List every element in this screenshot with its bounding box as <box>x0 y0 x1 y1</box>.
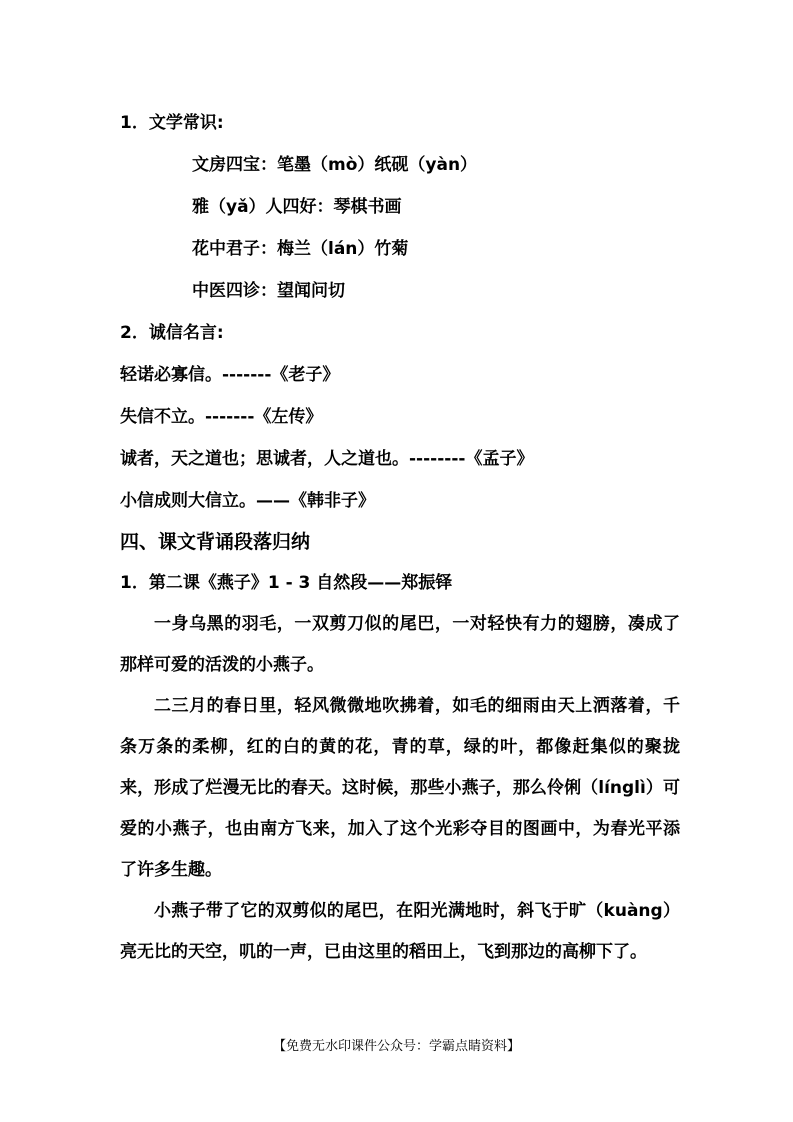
quote-line: 轻诺必寡信。-------《老子》 <box>120 365 340 385</box>
list-item: 雅（yǎ）人四好：琴棋书画 <box>192 197 402 217</box>
quote-line: 小信成则大信立。——《韩非子》 <box>120 491 375 511</box>
literary-knowledge-list <box>120 144 680 312</box>
lesson-heading: 1．第二课《燕子》1 - 3 自然段——郑振铎 <box>120 573 453 593</box>
recitation-paragraph: 一身乌黑的羽毛，一双剪刀似的尾巴，一对轻快有力的翅膀，凑成了那样可爱的活泼的小燕子。 <box>120 614 680 675</box>
part-title: 四、课文背诵段落归纳 <box>120 531 311 553</box>
quote-line: 失信不立。-------《左传》 <box>120 407 323 427</box>
list-item: 中医四诊：望闻问切 <box>192 281 345 301</box>
recitation-paragraph: 小燕子带了它的双剪似的尾巴，在阳光满地时，斜飞于旷（kuàng）亮无比的天空，叽的一声，已由这里的稻田上，飞到那边的高柳下了。 <box>120 901 680 962</box>
list-item: 花中君子：梅兰（lán）竹菊 <box>192 239 409 259</box>
document-body <box>120 102 680 973</box>
quote-line: 诚者，天之道也；思诚者，人之道也。--------《孟子》 <box>120 449 534 469</box>
page-footer: 【免费无水印课件公众号：学霸点睛资料】 <box>272 1039 520 1054</box>
section-heading-honesty-quotes: 2．诚信名言: <box>120 323 224 343</box>
section-heading-literary-knowledge: 1．文学常识: <box>120 113 224 133</box>
recitation-paragraph: 二三月的春日里，轻风微微地吹拂着，如毛的细雨由天上洒落着，千条万条的柔柳，红的白的黄的花，青的草，绿的叶，都像赶集似的聚拢来，形成了烂漫无比的春天。这时候，那些小燕子，那么伶俐（línglì）可爱的小燕子，也由南方飞来，加入了这个光彩夺目的图画中，为春光平添了许多生趣。 <box>120 696 680 880</box>
list-item: 文房四宝：笔墨（mò）纸砚（yàn） <box>192 155 478 175</box>
